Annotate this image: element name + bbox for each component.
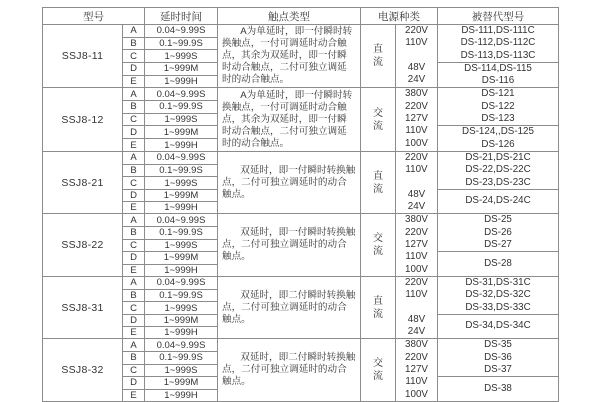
voltage-line: 100V: [405, 388, 428, 400]
delay-cell: 0.1~99.9S: [145, 164, 218, 177]
replaced-model-line: DS-123: [481, 113, 515, 125]
letter-cell: A: [123, 151, 145, 164]
delay-cell: 1~999H: [145, 139, 218, 152]
table-row: [43, 25, 559, 38]
table-row: [43, 276, 559, 289]
letter-cell: A: [123, 214, 145, 227]
letter-cell: B: [123, 37, 145, 50]
letter-cell: C: [123, 239, 145, 252]
letter-cell: D: [123, 189, 145, 201]
contact-cell: [218, 214, 361, 276]
voltage-line: [396, 177, 437, 189]
letter-cell: D: [123, 314, 145, 326]
power-kind-char: 直: [373, 295, 383, 307]
contact-cell: [218, 25, 361, 88]
letter-cell: C: [123, 364, 145, 377]
col-header-contact-type: 触点类型: [218, 8, 361, 25]
letter-cell: C: [123, 177, 145, 190]
voltage-line: 220V: [405, 276, 428, 288]
power-kind-char: 流: [373, 57, 383, 69]
power-kind-char: 交: [373, 358, 383, 370]
voltage-cell: [396, 339, 438, 401]
replaced-models-cell: [438, 339, 559, 377]
model-cell: SSJ8-11: [43, 25, 123, 88]
replaced-models-cell: [438, 126, 559, 152]
replaced-model-line: DS-25: [484, 214, 512, 226]
power-kind-char: 流: [373, 120, 383, 132]
replaced-model-line: DS-34,DS-34C: [465, 320, 531, 332]
letter-cell: C: [123, 50, 145, 63]
delay-cell: 1~999M: [145, 189, 218, 201]
spec-table: [42, 7, 559, 402]
voltage-cell: [396, 151, 438, 213]
voltage-line: 380V: [405, 88, 428, 100]
voltage-line: 24V: [407, 201, 426, 213]
delay-cell: 0.04~9.99S: [145, 339, 218, 352]
power-kind-cell: [361, 214, 396, 276]
replaced-model-line: DS-22,DS-22C: [465, 164, 531, 176]
power-kind-char: 流: [373, 246, 383, 258]
contact-description: 双延时，即一付瞬时转换触点，二付可独立调延时的动合触点。: [222, 164, 356, 200]
delay-cell: 0.1~99.9S: [145, 227, 218, 240]
letter-cell: A: [123, 276, 145, 289]
power-kind-cell: [361, 25, 396, 88]
letter-cell: B: [123, 164, 145, 177]
voltage-line: 110V: [405, 164, 428, 176]
replaced-model-line: DS-27: [484, 239, 512, 251]
voltage-line: 48V: [407, 313, 426, 325]
letter-cell: E: [123, 139, 145, 152]
letter-cell: B: [123, 352, 145, 365]
letter-cell: D: [123, 377, 145, 389]
contact-description: A为单延时，即一付瞬时转换触点，一付可调延时动合触点，其余为双延时，即一付瞬时动合触点，二付可独立调延时的动合触点。: [222, 89, 353, 149]
replaced-model-line: DS-116: [481, 75, 515, 87]
power-kind-char: 交: [373, 233, 383, 245]
letter-cell: E: [123, 389, 145, 401]
letter-cell: D: [123, 62, 145, 75]
voltage-line: 100V: [405, 263, 428, 275]
voltage-cell: [396, 88, 438, 151]
delay-cell: 1~999H: [145, 389, 218, 401]
model-cell: SSJ8-32: [43, 339, 123, 401]
replaced-model-line: DS-114,DS-115: [464, 62, 532, 74]
voltage-line: 24V: [407, 74, 426, 86]
delay-cell: 1~999M: [145, 377, 218, 389]
contact-cell: [218, 88, 361, 151]
delay-cell: 1~999M: [145, 126, 218, 139]
col-header-delay-time: 延时时间: [145, 8, 218, 25]
replaced-models-cell: [438, 151, 559, 189]
replaced-model-line: DS-31,DS-31C: [465, 276, 531, 288]
voltage-cell: [396, 214, 438, 276]
delay-cell: 0.1~99.9S: [145, 37, 218, 50]
voltage-line: 220V: [405, 100, 428, 112]
col-header-replaced-model: 被替代型号: [438, 8, 559, 25]
voltage-line: 220V: [405, 151, 428, 163]
contact-cell: [218, 276, 361, 338]
delay-cell: 1~999H: [145, 327, 218, 339]
voltage-line: 110V: [405, 251, 428, 263]
replaced-model-line: DS-24,DS-24C: [465, 195, 531, 207]
power-kind-cell: [361, 339, 396, 401]
delay-cell: 0.04~9.99S: [145, 151, 218, 164]
replaced-model-line: DS-36: [484, 351, 512, 363]
delay-cell: 1~999S: [145, 113, 218, 126]
power-kind-char: 直: [373, 44, 383, 56]
header-row: [43, 8, 559, 25]
power-kind-cell: [361, 151, 396, 213]
letter-cell: E: [123, 202, 145, 214]
voltage-line: 380V: [405, 214, 428, 226]
delay-cell: 0.04~9.99S: [145, 214, 218, 227]
power-kind-char: 流: [373, 183, 383, 195]
col-header-power-kind: 电源种类: [361, 8, 438, 25]
delay-cell: 0.04~9.99S: [145, 25, 218, 38]
voltage-line: 127V: [405, 113, 428, 125]
contact-description: A为单延时，即一付瞬时转换触点，一付可调延时动合触点，其余为双延时，即一付瞬时动合触点，二付可独立调延时的动合触点。: [222, 26, 353, 86]
replaced-model-line: DS-21,DS-21C: [465, 151, 531, 163]
letter-cell: B: [123, 289, 145, 302]
delay-cell: 1~999M: [145, 252, 218, 264]
power-kind-cell: [361, 276, 396, 338]
contact-cell: [218, 339, 361, 401]
power-kind-char: 流: [373, 308, 383, 320]
voltage-line: [396, 50, 437, 62]
replaced-model-line: DS-122: [481, 100, 515, 112]
letter-cell: A: [123, 25, 145, 38]
replaced-models-cell: [438, 314, 559, 339]
delay-cell: 1~999S: [145, 50, 218, 63]
voltage-line: [396, 302, 437, 314]
replaced-model-line: DS-33,DS-33C: [465, 301, 531, 313]
replaced-models-cell: [438, 214, 559, 252]
letter-cell: E: [123, 327, 145, 339]
table-row: [43, 214, 559, 227]
voltage-line: 380V: [405, 339, 428, 351]
letter-cell: D: [123, 126, 145, 139]
delay-cell: 0.1~99.9S: [145, 101, 218, 114]
power-kind-char: 交: [373, 107, 383, 119]
replaced-model-line: DS-111,DS-111C: [461, 25, 535, 36]
voltage-line: 110V: [405, 37, 428, 49]
letter-cell: A: [123, 88, 145, 101]
voltage-cell: [396, 25, 438, 88]
model-cell: SSJ8-22: [43, 214, 123, 276]
delay-cell: 0.1~99.9S: [145, 352, 218, 365]
replaced-model-line: DS-23,DS-23C: [465, 176, 531, 188]
replaced-model-line: DS-38: [484, 382, 512, 394]
delay-cell: 1~999M: [145, 62, 218, 75]
delay-cell: 1~999S: [145, 239, 218, 252]
voltage-line: 127V: [405, 364, 428, 376]
replaced-model-line: DS-126: [481, 138, 515, 150]
contact-cell: [218, 151, 361, 213]
delay-cell: 1~999S: [145, 177, 218, 190]
voltage-line: 24V: [407, 326, 426, 338]
replaced-models-cell: [438, 189, 559, 214]
replaced-models-cell: [438, 25, 559, 63]
delay-cell: 0.1~99.9S: [145, 289, 218, 302]
replaced-models-cell: [438, 377, 559, 402]
replaced-model-line: DS-113,DS-113C: [460, 49, 536, 61]
letter-cell: A: [123, 339, 145, 352]
replaced-model-line: DS-124,,DS-125: [462, 126, 534, 138]
replaced-model-line: DS-37: [484, 364, 512, 376]
letter-cell: D: [123, 252, 145, 264]
letter-cell: C: [123, 113, 145, 126]
contact-description: 双延时，即二付瞬时转换触点，二付可独立调延时的动合触点。: [222, 289, 356, 325]
delay-cell: 1~999S: [145, 364, 218, 377]
letter-cell: B: [123, 101, 145, 114]
voltage-line: 110V: [405, 289, 428, 301]
letter-cell: B: [123, 227, 145, 240]
delay-cell: 1~999M: [145, 314, 218, 326]
contact-description: 双延时，即一付瞬时转换触点，二付可独立调延时的动合触点。: [222, 227, 356, 263]
replaced-models-cell: [438, 88, 559, 126]
delay-cell: 1~999H: [145, 202, 218, 214]
table-row: [43, 339, 559, 352]
voltage-cell: [396, 276, 438, 338]
replaced-models-cell: [438, 252, 559, 277]
letter-cell: E: [123, 264, 145, 276]
voltage-line: 110V: [405, 376, 428, 388]
voltage-line: 48V: [407, 61, 426, 73]
replaced-models-cell: [438, 276, 559, 314]
voltage-line: 220V: [405, 226, 428, 238]
voltage-line: 127V: [405, 239, 428, 251]
col-header-model: 型号: [43, 8, 145, 25]
power-kind-char: 直: [373, 170, 383, 182]
model-cell: SSJ8-21: [43, 151, 123, 213]
delay-cell: 0.04~9.99S: [145, 88, 218, 101]
power-kind-cell: [361, 88, 396, 151]
letter-cell: E: [123, 75, 145, 88]
replaced-model-line: DS-112,DS-112C: [460, 37, 536, 49]
voltage-line: 100V: [405, 137, 428, 149]
delay-cell: 1~999H: [145, 264, 218, 276]
replaced-model-line: DS-32,DS-32C: [465, 289, 531, 301]
model-cell: SSJ8-12: [43, 88, 123, 151]
replaced-model-line: DS-26: [484, 226, 512, 238]
delay-cell: 1~999S: [145, 302, 218, 315]
replaced-models-cell: [438, 62, 559, 88]
model-cell: SSJ8-31: [43, 276, 123, 338]
contact-description: 双延时，即二付瞬时转换触点，二付可独立调延时的动合触点。: [222, 352, 356, 388]
table-row: [43, 151, 559, 164]
letter-cell: C: [123, 302, 145, 315]
replaced-model-line: DS-35: [484, 339, 512, 351]
spec-table-body: [43, 25, 559, 402]
delay-cell: 1~999H: [145, 75, 218, 88]
power-kind-char: 流: [373, 371, 383, 383]
delay-cell: 0.04~9.99S: [145, 276, 218, 289]
voltage-line: 110V: [405, 125, 428, 137]
replaced-model-line: DS-121: [481, 88, 515, 100]
replaced-model-line: DS-28: [484, 257, 512, 269]
table-row: [43, 88, 559, 101]
voltage-line: 48V: [407, 188, 426, 200]
voltage-line: 220V: [405, 25, 428, 36]
voltage-line: 220V: [405, 351, 428, 363]
